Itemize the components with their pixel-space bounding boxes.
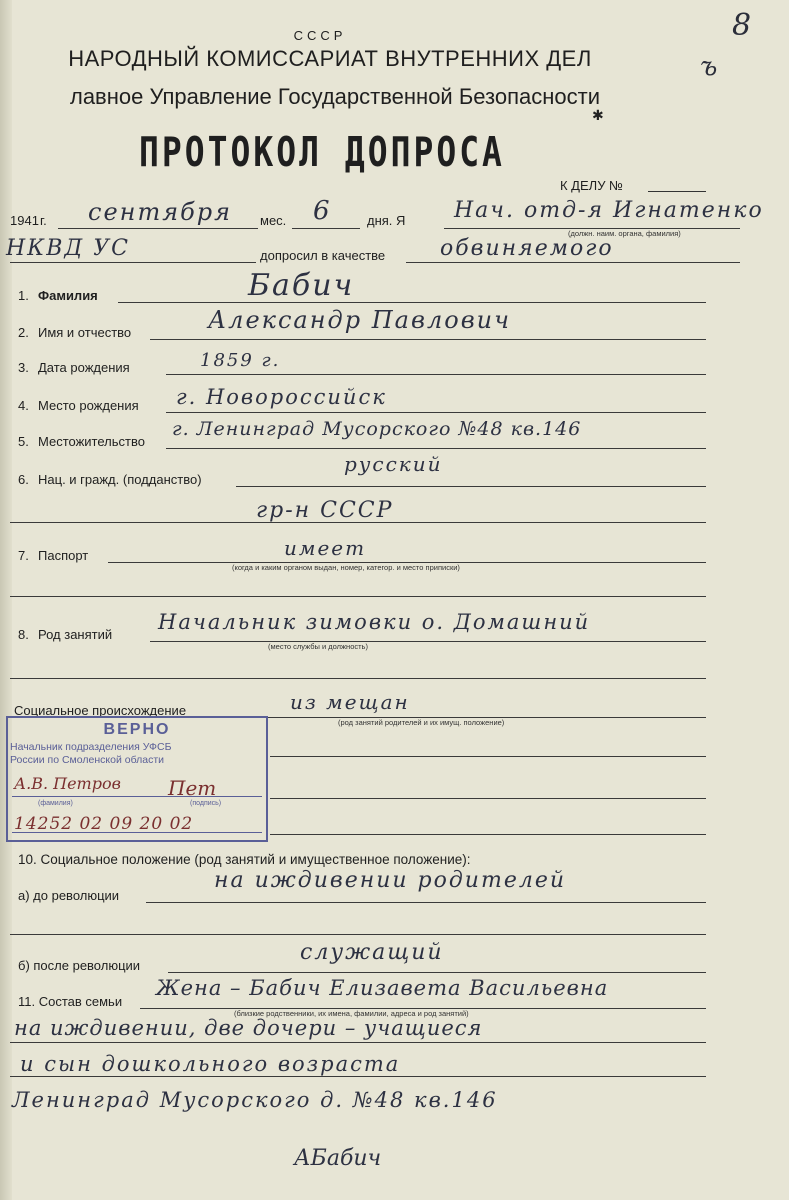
corner-page-number: 8	[732, 8, 752, 43]
field-1-num: 1.	[18, 288, 29, 303]
officer2-line	[10, 262, 256, 263]
field-7-num: 7.	[18, 548, 29, 563]
stamp-rule-1	[12, 796, 262, 797]
status-line	[406, 262, 740, 263]
year-g-label: г.	[40, 213, 47, 228]
field-5-line	[166, 448, 706, 449]
officer2-handwritten: НКВД УС	[6, 236, 130, 261]
stamp-title: ВЕРНО	[103, 721, 171, 738]
field-4-line	[166, 412, 706, 413]
section-10-label: 10. Социальное положение (род занятий и имущественное положение):	[18, 852, 471, 867]
field-8-caption: (место службы и должность)	[268, 642, 368, 651]
origin-line-3	[270, 798, 706, 799]
officer-handwritten: Нач. отд-я Игнатенко	[454, 198, 764, 223]
field-8-num: 8.	[18, 627, 29, 642]
field-7-line-2	[10, 596, 706, 597]
family-caption: (близкие родственники, их имена, фамилии, адреса и род занятий)	[234, 1009, 469, 1018]
family-value-3: и сын дошкольного возраста	[20, 1052, 401, 1076]
field-5-num: 5.	[18, 434, 29, 449]
field-1-value: Бабич	[248, 268, 355, 303]
asterisk-mark: ✱	[592, 109, 604, 124]
officer-caption: (должн. наим. органа, фамилия)	[568, 229, 681, 238]
origin-caption: (род занятий родителей и их имущ. положение)	[338, 718, 505, 727]
field-6-label: Нац. и гражд. (подданство)	[38, 472, 202, 487]
case-label: К ДЕЛУ №	[560, 178, 624, 193]
field-2-line	[150, 339, 706, 340]
stamp-line-1: Начальник подразделения УФСБ	[10, 741, 172, 753]
corner-letter: ъ	[700, 52, 718, 82]
page-edge-shadow	[0, 0, 12, 1200]
day-line	[292, 228, 360, 229]
after-revolution-label: б) после революции	[18, 958, 141, 973]
header-country: СССР	[293, 28, 347, 43]
after-revolution-line	[168, 972, 706, 973]
stamp-caption-sign: (подпись)	[190, 800, 222, 807]
family-value-2: на иждивении, две дочери – учащиеся	[14, 1016, 483, 1040]
origin-line-4	[270, 834, 706, 835]
field-7-value: имеет	[284, 536, 367, 560]
interrogee-signature: АБабич	[294, 1146, 382, 1171]
stamp-line-2: России по Смоленской области	[10, 754, 165, 766]
before-revolution-line	[146, 902, 706, 903]
field-4-num: 4.	[18, 398, 29, 413]
after-revolution-value: служащий	[300, 940, 444, 965]
as-label: допросил в качестве	[260, 248, 386, 263]
field-5-label: Местожительство	[38, 434, 145, 449]
before-revolution-label: а) до революции	[18, 888, 120, 903]
day-handwritten: 6	[313, 196, 332, 226]
field-6-line	[236, 486, 706, 487]
header-commissariat: НАРОДНЫЙ КОМИССАРИАТ ВНУТРЕННИХ ДЕЛ	[68, 46, 592, 71]
mes-label: мес.	[260, 213, 287, 228]
stamp-number: 14252 02 09 20 02	[14, 814, 194, 834]
field-8-line-2	[10, 678, 706, 679]
field-1-label: Фамилия	[38, 288, 98, 303]
field-1-line	[118, 302, 706, 303]
field-3-label: Дата рождения	[38, 360, 130, 375]
case-number-line	[648, 191, 706, 192]
field-2-num: 2.	[18, 325, 29, 340]
field-6-num: 6.	[18, 472, 29, 487]
family-line-2	[10, 1042, 706, 1043]
origin-label: Социальное происхождение	[14, 703, 187, 718]
field-6-value: русский	[344, 452, 443, 476]
field-3-value: 1859 г.	[200, 350, 281, 371]
month-handwritten: сентября	[88, 198, 233, 226]
field-5-value: г. Ленинград Мусорского №48 кв.146	[172, 418, 582, 440]
family-line-3	[10, 1076, 706, 1077]
field-4-value: г. Новороссийск	[176, 385, 387, 409]
field-8-label: Род занятий	[38, 627, 113, 642]
page-title: ПРОТОКОЛ ДОПРОСА	[139, 127, 505, 176]
stamp-caption-name: (фамилия)	[38, 800, 73, 807]
field-6-value-2: гр-н СССР	[256, 498, 394, 523]
stamp-name: А.В. Петров	[14, 774, 121, 793]
family-value-4: Ленинград Мусорского д. №48 кв.146	[12, 1088, 498, 1112]
year-printed: 1941	[10, 213, 39, 228]
before-revolution-value: на иждивении родителей	[214, 868, 567, 893]
header-directorate: лавное Управление Государственной Безопасности	[69, 84, 600, 109]
before-revolution-line-2	[10, 934, 706, 935]
month-line	[58, 228, 258, 229]
field-4-label: Место рождения	[38, 398, 139, 413]
status-handwritten: обвиняемого	[440, 236, 614, 261]
family-value-1: Жена – Бабич Елизавета Васильевна	[156, 976, 609, 1000]
field-7-caption: (когда и каким органом выдан, номер, категор. и место приписки)	[232, 563, 460, 572]
dnya-label: дня. Я	[367, 213, 406, 228]
origin-value: из мещан	[290, 690, 410, 714]
field-8-value: Начальник зимовки о. Домашний	[158, 610, 591, 634]
field-3-line	[166, 374, 706, 375]
field-7-label: Паспорт	[38, 548, 89, 563]
field-2-label: Имя и отчество	[38, 325, 132, 340]
stamp-signature: Пет	[168, 776, 217, 800]
field-3-num: 3.	[18, 360, 29, 375]
field-2-value: Александр Павлович	[208, 306, 512, 334]
section-11-label: 11. Состав семьи	[18, 994, 123, 1009]
field-8-line	[150, 641, 706, 642]
origin-line-2	[270, 756, 706, 757]
verification-stamp	[6, 716, 268, 842]
